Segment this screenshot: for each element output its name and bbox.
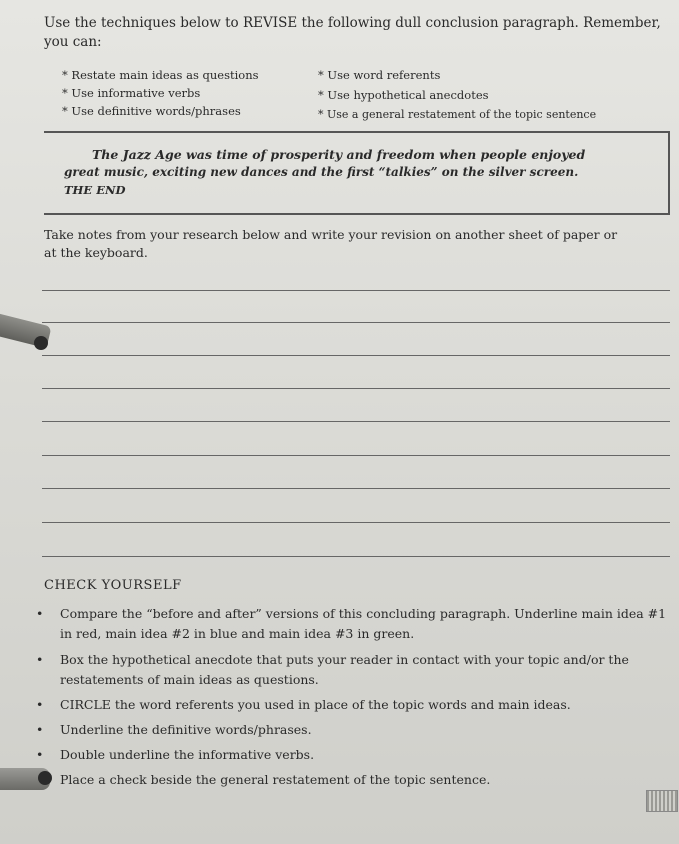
writing-line[interactable]: [42, 388, 670, 389]
instructions-line-2: you can:: [44, 34, 102, 50]
bullet-icon: •: [36, 747, 44, 762]
writing-line[interactable]: [42, 355, 670, 356]
checklist-item-text: Place a check beside the general restatement of the topic sentence.: [60, 772, 491, 787]
writing-line[interactable]: [42, 556, 670, 557]
bullet-icon: •: [36, 652, 44, 667]
conclusion-paragraph-box: [44, 131, 670, 215]
bullet-icon: •: [36, 697, 44, 712]
technique-general-restatement: * Use a general restatement of the topic sentence: [318, 108, 596, 121]
technique-restate-questions: * Restate main ideas as questions: [62, 68, 259, 82]
checklist-item-text: CIRCLE the word referents you used in place of the topic words and main ideas.: [60, 697, 571, 712]
paragraph-line-1: The Jazz Age was time of prosperity and freedom when people enjoyed: [92, 147, 586, 162]
writing-line[interactable]: [42, 421, 670, 422]
writing-line[interactable]: [42, 322, 670, 323]
notes-line-1: Take notes from your research below and write your revision on another sheet of paper or: [44, 227, 618, 242]
bullet-icon: •: [36, 722, 44, 737]
paragraph-line-2: great music, exciting new dances and the first “talkies” on the silver screen.: [64, 165, 579, 179]
paragraph-the-end: THE END: [64, 183, 126, 197]
writing-line[interactable]: [42, 290, 670, 291]
notes-line-2: at the keyboard.: [44, 245, 148, 260]
check-yourself-heading: CHECK YOURSELF: [44, 578, 182, 593]
checklist-item-text: Underline the definitive words/phrases.: [60, 722, 312, 737]
publisher-logo-icon: [646, 790, 678, 812]
technique-word-referents: * Use word referents: [318, 68, 440, 82]
instructions: [44, 14, 664, 52]
checklist-item-text: Box the hypothetical anecdote that puts your reader in contact with your topic and/or the restatements of main ideas as questions.: [60, 652, 629, 687]
checklist-item-text: Double underline the informative verbs.: [60, 747, 315, 762]
technique-informative-verbs: * Use informative verbs: [62, 86, 200, 100]
notes-instructions: [44, 226, 674, 262]
technique-definitive-words: * Use definitive words/phrases: [62, 104, 241, 118]
checklist-item-text: Compare the “before and after” versions of this concluding paragraph. Underline main idea #1 in red, main idea #2 in blue and main idea #3 in green.: [60, 606, 667, 641]
technique-hypothetical-anecdotes: * Use hypothetical anecdotes: [318, 88, 489, 102]
checklist-item: [36, 650, 676, 690]
pen-tip-icon: [38, 771, 52, 785]
writing-line[interactable]: [42, 488, 670, 489]
pen-tip-icon: [34, 336, 48, 350]
writing-line[interactable]: [42, 455, 670, 456]
bullet-icon: •: [36, 606, 44, 621]
checklist-item: [36, 604, 676, 644]
writing-line[interactable]: [42, 522, 670, 523]
instructions-line-1: Use the techniques below to REVISE the following dull conclusion paragraph. Remember,: [44, 15, 661, 31]
